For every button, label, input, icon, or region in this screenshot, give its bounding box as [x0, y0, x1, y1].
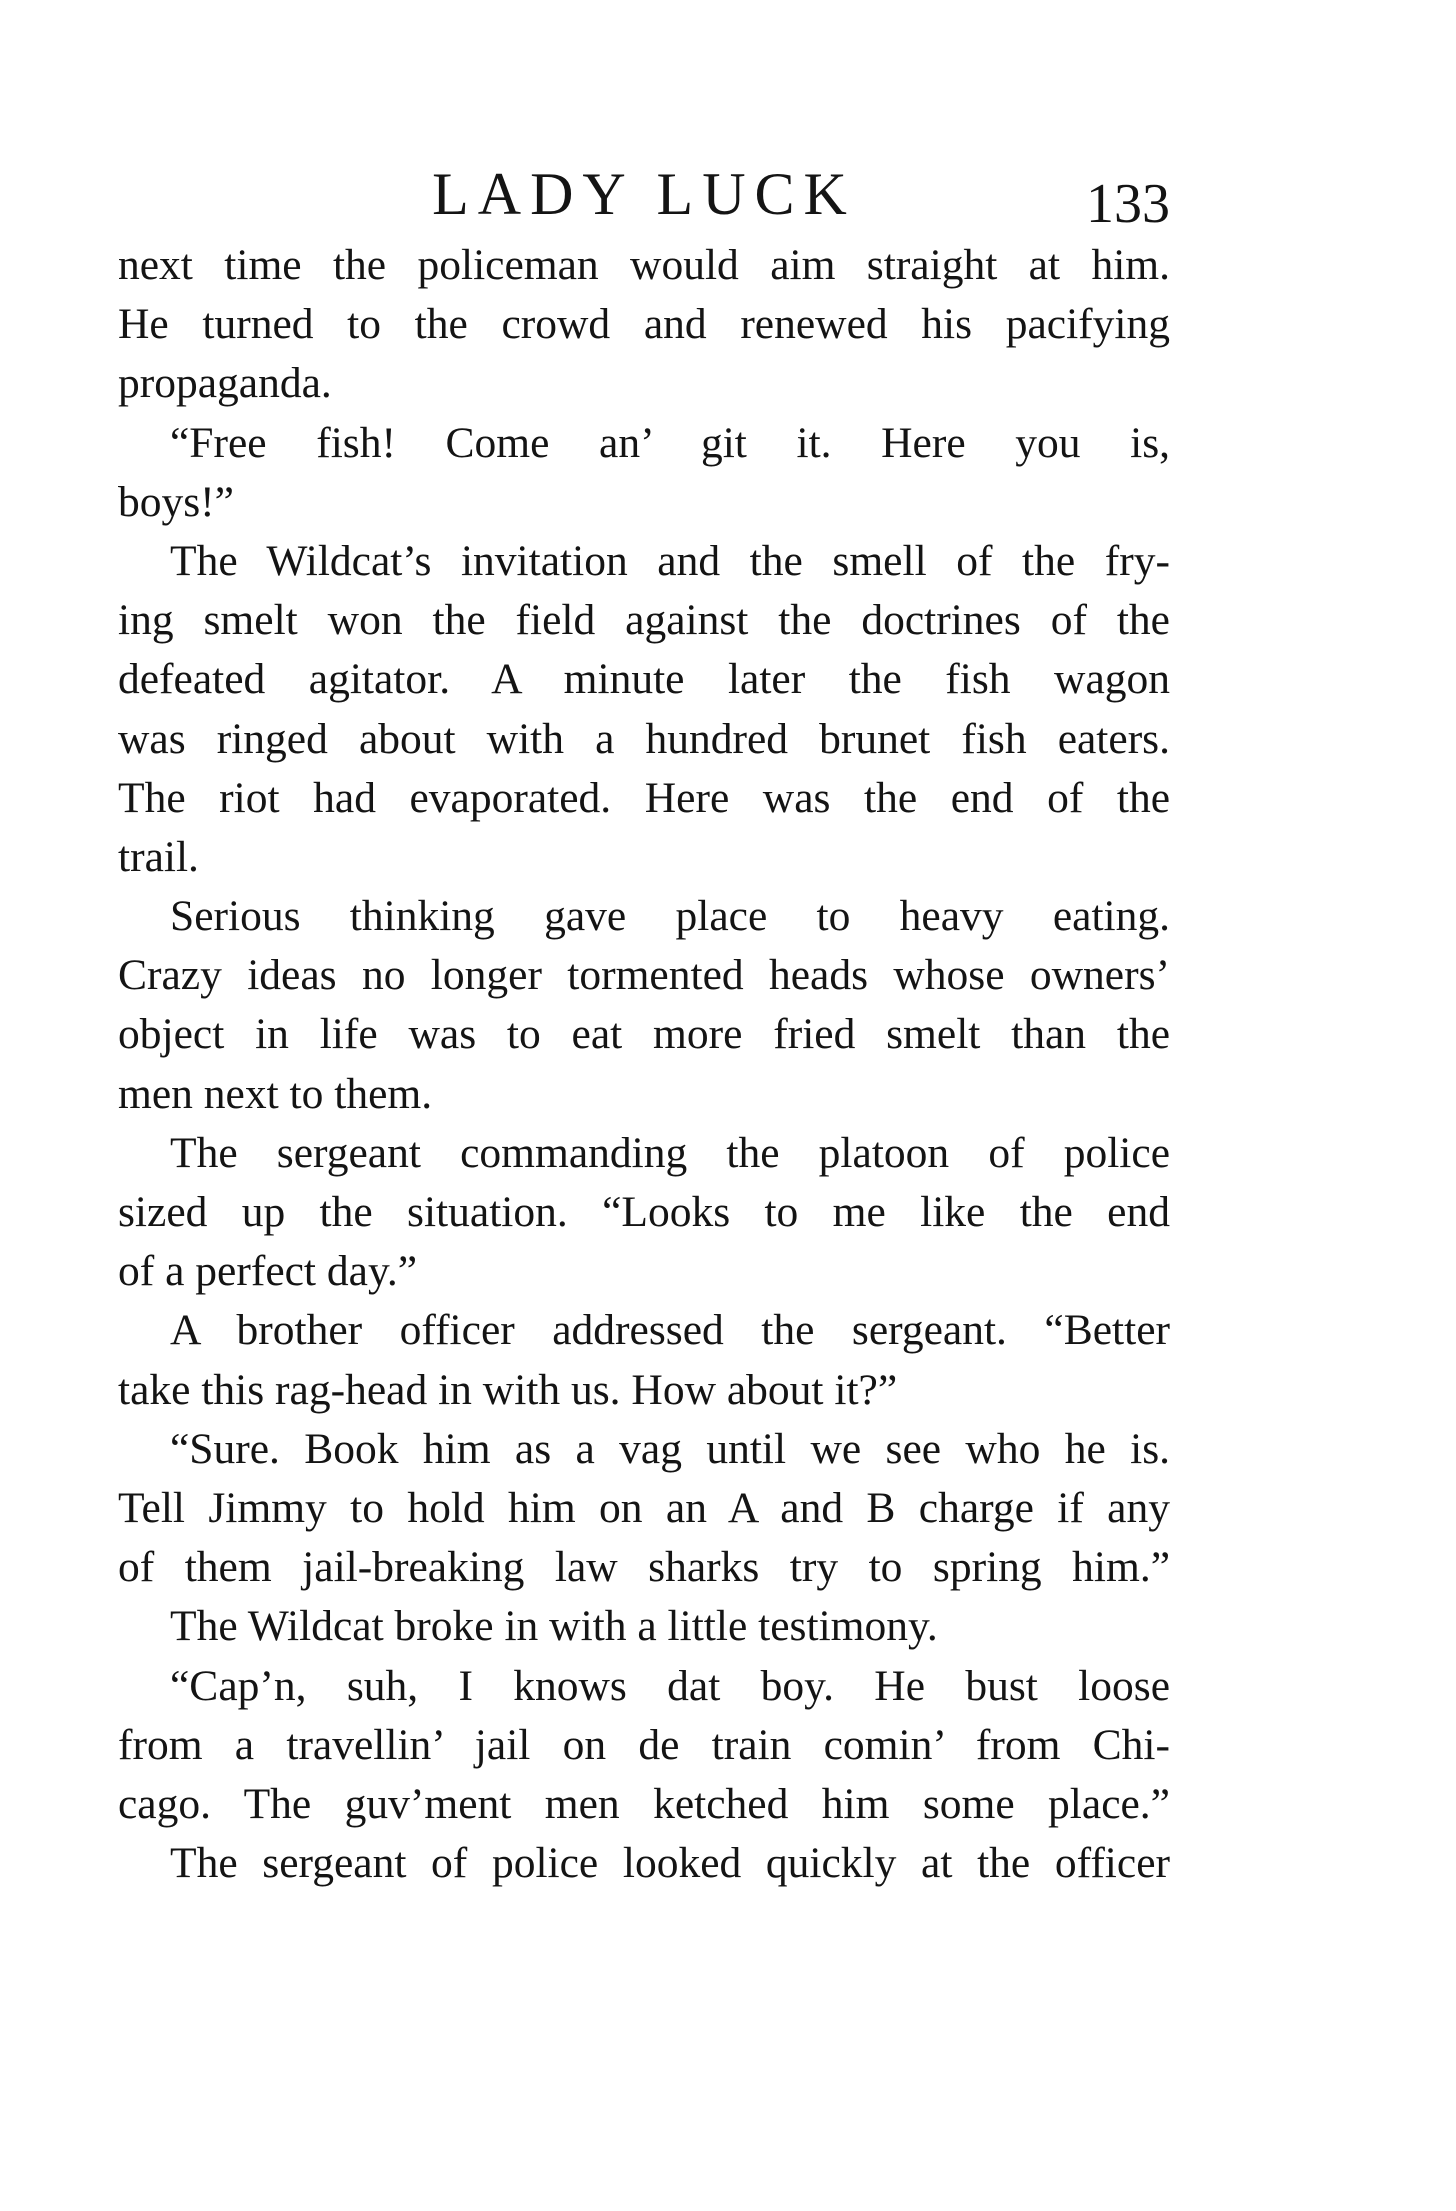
text-line: The Wildcat broke in with a little testimony.: [170, 1602, 938, 1651]
text-line: from a travellin’ jail on de train comin’ from Chi-: [118, 1720, 1170, 1769]
text-line: Crazy ideas no longer tormented heads whose owners’: [118, 951, 1170, 1000]
text-line: Serious thinking gave place to heavy eating.: [170, 892, 1170, 941]
text-line: “Sure. Book him as a vag until we see who he is.: [170, 1424, 1170, 1473]
text-line: trail.: [118, 832, 199, 881]
running-title: LADY LUCK: [432, 161, 856, 227]
text-line: propaganda.: [118, 359, 332, 408]
text-line: The sergeant of police looked quickly at the officer: [170, 1839, 1170, 1888]
text-line: The riot had evaporated. Here was the end of the: [118, 773, 1170, 822]
text-line: Tell Jimmy to hold him on an A and B charge if any: [118, 1483, 1170, 1532]
text-line: next time the policeman would aim straight at him.: [118, 241, 1170, 289]
text-line: cago. The guv’ment men ketched him some place.”: [118, 1779, 1170, 1828]
page-number: 133: [1086, 173, 1170, 235]
text-line: boys!”: [118, 477, 234, 526]
text-line: sized up the situation. “Looks to me like the end: [118, 1188, 1170, 1236]
running-head: [118, 158, 1170, 235]
text-line: of a perfect day.”: [118, 1247, 418, 1296]
text-line: The sergeant commanding the platoon of police: [170, 1128, 1170, 1177]
text-line: object in life was to eat more fried smelt than the: [118, 1010, 1170, 1059]
text-line: “Free fish! Come an’ git it. Here you is,: [170, 418, 1170, 467]
text-line: A brother officer addressed the sergeant. “Better: [170, 1306, 1170, 1355]
text-line: defeated agitator. A minute later the fish wagon: [118, 655, 1170, 704]
body-text: [118, 236, 1170, 1893]
text-line: The Wildcat’s invitation and the smell of the fry-: [170, 536, 1170, 585]
text-line: He turned to the crowd and renewed his pacifying: [118, 300, 1170, 349]
text-line: men next to them.: [118, 1069, 433, 1118]
text-line: “Cap’n, suh, I knows dat boy. He bust loose: [170, 1661, 1170, 1710]
text-line: ing smelt won the field against the doctrines of the: [118, 596, 1170, 645]
text-line: was ringed about with a hundred brunet fish eaters.: [118, 714, 1170, 763]
text-line: of them jail-breaking law sharks try to spring him.”: [118, 1543, 1170, 1592]
text-line: take this rag-head in with us. How about it?”: [118, 1365, 898, 1414]
